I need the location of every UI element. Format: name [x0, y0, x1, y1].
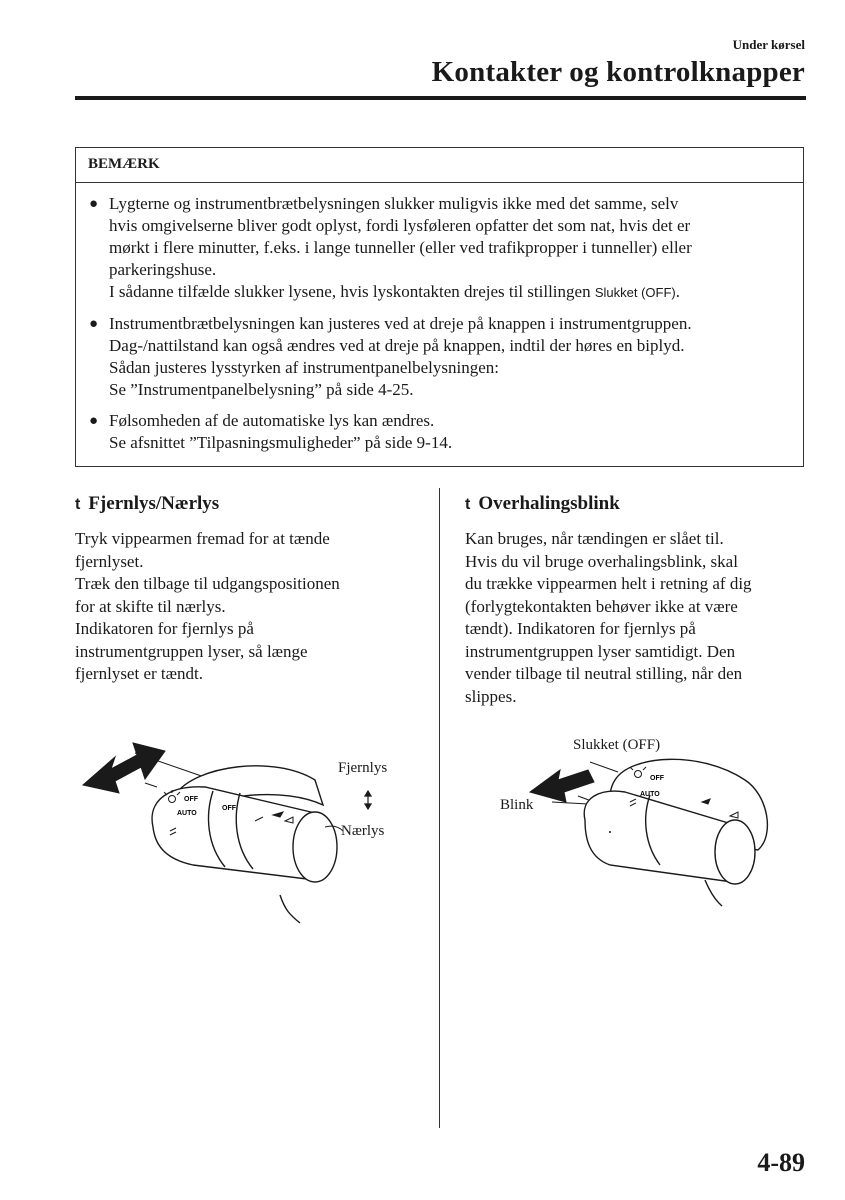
label-off-position: Slukket (OFF): [573, 737, 661, 753]
body-line: Træk den tilbage til udgangspositionen: [75, 574, 340, 593]
body-line: Tryk vippearmen fremad for at tænde: [75, 529, 330, 548]
note-item-1-line: mørkt i flere minutter, f.eks. i lange tunneller (eller ved trafikpropper i tunneller) eller: [109, 238, 692, 257]
body-line: instrumentgruppen lyser, så længe: [75, 641, 308, 661]
column-divider: [439, 488, 440, 1128]
note-item-1-line: hvis omgivelserne bliver godt oplyst, fordi lysføleren opfatter det som nat, hvis det er: [109, 216, 691, 235]
up-down-arrow-icon: [365, 791, 371, 809]
section-marker: t: [75, 496, 81, 513]
label-flash: Blink: [500, 797, 534, 813]
page-title: Kontakter og kontrolknapper: [431, 56, 805, 88]
section-body-high-low-beam: [75, 528, 340, 686]
switch-mark-auto: AUTO: [177, 810, 197, 817]
bullet-icon: ●: [89, 413, 99, 429]
section-body-flash-to-pass: [465, 528, 752, 708]
section-heading-high-low-beam: [75, 493, 219, 515]
stalk-illustration-flash: [490, 740, 790, 910]
lever-stalk: [584, 759, 767, 906]
title-rule: [75, 96, 806, 100]
switch-mark-off: OFF: [650, 775, 664, 782]
note-item-2-line: Dag-/nattilstand kan også ændres ved at dreje på knappen, indtil der høres en biplyd.: [109, 336, 685, 355]
note-item-1: [88, 193, 787, 304]
label-high-beam: Fjernlys: [338, 760, 388, 776]
label-low-beam: Nærlys: [341, 823, 385, 839]
note-item-1-last-line: [109, 281, 787, 304]
section-heading-text: Overhalingsblink: [478, 493, 620, 514]
note-item-1-line: Lygterne og instrumentbrætbelysningen slukker muligvis ikke med det samme, selv: [109, 194, 679, 213]
bullet-icon: ●: [89, 196, 99, 212]
body-line: slippes.: [465, 686, 517, 706]
section-marker: t: [465, 496, 471, 513]
switch-mark-off: OFF: [222, 805, 236, 812]
body-line: (forlygtekontakten behøver ikke at være: [465, 596, 738, 616]
note-item-1-prefix: I sådanne tilfælde slukker lysene, hvis lyskontakten drejes til stillingen: [109, 282, 591, 301]
switch-mark-auto: AUTO: [640, 791, 660, 798]
switch-mark-off: OFF: [184, 796, 198, 803]
body-line: for at skifte til nærlys.: [75, 596, 226, 616]
note-item-3-line: Følsomheden af de automatiske lys kan ændres.: [109, 411, 435, 430]
body-line: fjernlyset.: [75, 551, 144, 571]
body-line: du trække vippearmen helt i retning af dig: [465, 574, 752, 593]
section-label: Under kørsel: [732, 37, 805, 52]
note-item-2-line: Instrumentbrætbelysningen kan justeres ved at dreje på knappen i instrumentgruppen.: [109, 314, 692, 333]
note-item-1-line: parkeringshuse.: [109, 260, 217, 279]
note-item-2: [88, 313, 787, 401]
page-number: 4-89: [757, 1148, 805, 1177]
body-line: Hvis du vil bruge overhalingsblink, skal: [465, 551, 738, 571]
body-line: fjernlyset er tændt.: [75, 664, 203, 683]
note-heading: BEMÆRK: [76, 148, 803, 183]
note-item-2-line: Sådan justeres lysstyrken af instrumentpanelbelysningen:: [109, 358, 499, 377]
body-line: Kan bruges, når tændingen er slået til.: [465, 529, 724, 548]
body-line: Indikatoren for fjernlys på: [75, 619, 254, 638]
section-heading-text: Fjernlys/Nærlys: [88, 493, 220, 514]
note-list: [76, 183, 803, 454]
lever-stalk: [152, 766, 337, 923]
bullet-icon: ●: [89, 316, 99, 332]
pull-arrow-icon: [530, 770, 594, 802]
note-box: [75, 147, 804, 467]
section-heading-flash-to-pass: [465, 493, 620, 515]
note-item-1-suffix: .: [675, 282, 680, 301]
body-line: vender tilbage til neutral stilling, når den: [465, 664, 743, 683]
note-item-3: [88, 410, 787, 454]
switch-position-label: Slukket (OFF): [594, 285, 676, 300]
body-line: tændt). Indikatoren for fjernlys på: [465, 619, 696, 638]
note-item-3-line: Se afsnittet ”Tilpasningsmuligheder” på side 9-14.: [109, 433, 453, 452]
note-item-2-line: Se ”Instrumentpanelbelysning” på side 4-25.: [109, 380, 414, 399]
body-line: instrumentgruppen lyser samtidigt. Den: [465, 641, 736, 661]
